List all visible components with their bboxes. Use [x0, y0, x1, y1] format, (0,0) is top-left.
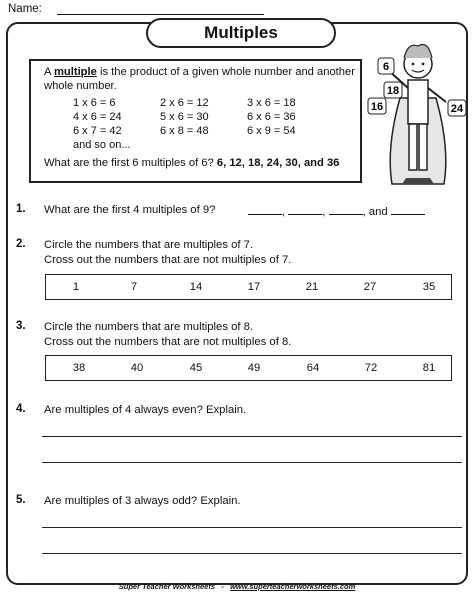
q1-number: 1. — [16, 203, 26, 215]
q1-blank-3[interactable] — [329, 203, 363, 215]
q5-answer-line-2[interactable] — [42, 553, 462, 554]
q3-number-6[interactable]: 72 — [364, 362, 378, 374]
q5-text: Are multiples of 3 always odd? Explain. — [44, 495, 241, 507]
q3-number-5[interactable]: 64 — [306, 362, 320, 374]
mascot-illustration — [366, 38, 468, 188]
q2-number-4[interactable]: 17 — [247, 281, 261, 293]
definition-term: multiple — [53, 66, 97, 78]
q2-number-3[interactable]: 14 — [189, 281, 203, 293]
name-blank-line[interactable] — [57, 14, 264, 15]
and-so-on: and so on... — [73, 139, 131, 151]
q3-number-1[interactable]: 38 — [72, 362, 86, 374]
q3-number-7[interactable]: 81 — [422, 362, 436, 374]
q4-text: Are multiples of 4 always even? Explain. — [44, 404, 247, 416]
footer-url-link[interactable]: www.superteacherworksheets.com — [230, 582, 356, 591]
example-1-2: 2 x 6 = 12 — [160, 97, 209, 109]
definition-question: What are the first 6 multiples of 6? 6, 12, 18, 24, 30, and 36 — [44, 157, 340, 169]
q3-line-2: Cross out the numbers that are not multiples of 8. — [44, 336, 292, 348]
q5-number: 5. — [16, 494, 26, 506]
mascot-number-2: 18 — [386, 85, 400, 97]
name-label: Name: — [8, 3, 42, 15]
definition-sentence: A multiple is the product of a given whole number and another whole number. — [44, 66, 355, 92]
q2-line-1: Circle the numbers that are multiples of 7. — [44, 239, 254, 251]
q1-answer-blanks: , , , and — [248, 203, 425, 218]
footer-brand: Super Teacher Worksheets — [118, 582, 216, 591]
q2-number-7[interactable]: 35 — [422, 281, 436, 293]
q1-blank-1[interactable] — [248, 203, 282, 215]
example-3-2: 6 x 8 = 48 — [160, 125, 209, 137]
q3-line-1: Circle the numbers that are multiples of 8. — [44, 321, 254, 333]
q2-number-5[interactable]: 21 — [305, 281, 319, 293]
footer: Super Teacher Worksheets - www.superteacherworksheets.com — [118, 582, 356, 591]
q2-number-2[interactable]: 7 — [130, 281, 138, 293]
q1-text: What are the first 4 multiples of 9? — [44, 204, 216, 216]
example-1-3: 3 x 6 = 18 — [247, 97, 296, 109]
mascot-number-1: 6 — [382, 61, 390, 73]
q2-number-6[interactable]: 27 — [363, 281, 377, 293]
definition-text — [44, 65, 356, 93]
q1-blank-4[interactable] — [391, 203, 425, 215]
q3-number: 3. — [16, 320, 26, 332]
q2-number-1[interactable]: 1 — [72, 281, 80, 293]
q5-answer-line-1[interactable] — [42, 527, 462, 528]
q4-number: 4. — [16, 403, 26, 415]
q1-blank-2[interactable] — [288, 203, 322, 215]
q4-answer-line-1[interactable] — [42, 436, 462, 437]
example-2-3: 6 x 6 = 36 — [247, 111, 296, 123]
q3-number-3[interactable]: 45 — [189, 362, 203, 374]
example-1-1: 1 x 6 = 6 — [73, 97, 116, 109]
example-2-2: 5 x 6 = 30 — [160, 111, 209, 123]
mascot-number-4: 24 — [450, 103, 464, 115]
q2-number: 2. — [16, 238, 26, 250]
q3-number-2[interactable]: 40 — [130, 362, 144, 374]
example-3-3: 6 x 9 = 54 — [247, 125, 296, 137]
page-title: Multiples — [146, 18, 336, 48]
definition-answer: 6, 12, 18, 24, 30, and 36 — [216, 157, 340, 169]
q3-number-4[interactable]: 49 — [247, 362, 261, 374]
q4-answer-line-2[interactable] — [42, 462, 462, 463]
q2-line-2: Cross out the numbers that are not multiples of 7. — [44, 254, 292, 266]
example-3-1: 6 x 7 = 42 — [73, 125, 122, 137]
mascot-number-3: 16 — [370, 101, 384, 113]
example-2-1: 4 x 6 = 24 — [73, 111, 122, 123]
